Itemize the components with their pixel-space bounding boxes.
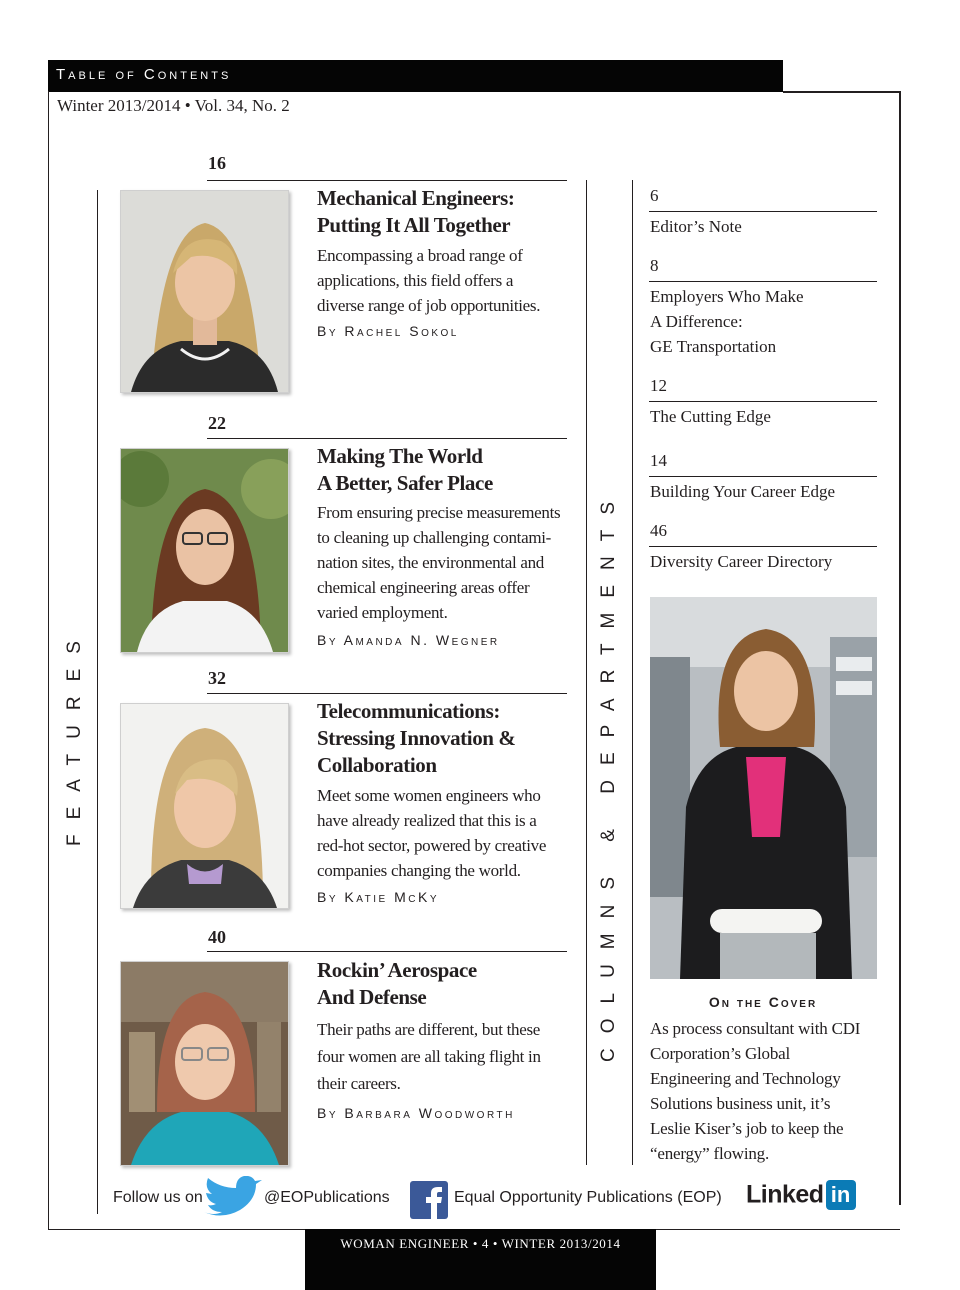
feature-photo (120, 190, 289, 393)
linkedin-icon[interactable] (746, 1180, 856, 1212)
feature-page-number[interactable]: 40 (208, 927, 226, 947)
feature-photo (120, 448, 289, 653)
department-page-number[interactable]: 12 (650, 376, 667, 395)
linkedin-wordmark: Linked (746, 1180, 824, 1209)
facebook-page-link[interactable]: Equal Opportunity Publications (EOP) (454, 1189, 722, 1206)
feature-title[interactable]: Mechanical Engineers: Putting It All Together (317, 186, 515, 237)
department-page-number[interactable]: 46 (650, 521, 667, 540)
linkedin-badge: in (826, 1180, 856, 1210)
department-rule (649, 211, 877, 212)
department-title[interactable]: Employers Who Make A Difference: GE Transportation (650, 287, 804, 356)
department-title[interactable]: Building Your Career Edge (650, 482, 836, 501)
facebook-icon[interactable] (410, 1181, 448, 1219)
feature-page-number[interactable]: 22 (208, 413, 226, 433)
department-rule (649, 476, 877, 477)
feature-byline: By Katie McKy (317, 889, 440, 905)
feature-page-number[interactable]: 32 (208, 668, 226, 688)
feature-title[interactable]: Making The World A Better, Safer Place (317, 444, 493, 495)
feature-rule (207, 951, 567, 952)
issue-info: Winter 2013/2014 • Vol. 34, No. 2 (57, 96, 290, 115)
features-divider (97, 190, 98, 1214)
feature-byline: By Barbara Woodworth (317, 1105, 515, 1121)
feature-photo (120, 961, 289, 1166)
feature-description: Meet some women engineers who have already realized that this is a red-hot sector, powered by creative companies changing the world. (317, 786, 547, 880)
columns-departments-label: COLUMNS & DEPARTMENTS (598, 486, 619, 1062)
department-page-number[interactable]: 14 (650, 451, 667, 470)
department-page-number[interactable]: 6 (650, 186, 659, 205)
department-rule (649, 546, 877, 547)
feature-description: From ensuring precise measurements to cleaning up challenging contami- nation sites, the environmental and chemical engineering areas offer varied employment. (317, 503, 561, 622)
department-title[interactable]: Editor’s Note (650, 217, 742, 236)
frame-line-top (783, 91, 900, 93)
department-rule (649, 281, 877, 282)
frame-line-right (899, 91, 901, 1205)
frame-line-bottom (48, 1229, 306, 1230)
feature-description: Encompassing a broad range of applications, this field offers a diverse range of job opportunities. (317, 246, 541, 315)
feature-description: Their paths are different, but these four women are all taking flight in their careers. (317, 1020, 541, 1093)
twitter-handle-link[interactable]: @EOPublications (264, 1189, 390, 1206)
cover-label: On the Cover (708, 994, 818, 1010)
feature-byline: By Rachel Sokol (317, 323, 459, 339)
cover-photo (650, 597, 877, 979)
features-label: FEATURES (64, 626, 85, 846)
feature-page-number[interactable]: 16 (208, 153, 226, 173)
frame-line-bottom-right (655, 1229, 900, 1230)
footer-folio: WOMAN ENGINEER • 4 • WINTER 2013/2014 (340, 1236, 621, 1251)
columns-divider-left (586, 180, 587, 1165)
department-title[interactable]: The Cutting Edge (650, 407, 771, 426)
feature-rule (207, 180, 567, 181)
follow-us-text: Follow us on (113, 1189, 203, 1206)
twitter-bird-icon[interactable] (200, 1176, 262, 1222)
section-title: Table of Contents (56, 66, 232, 83)
feature-title[interactable]: Rockin’ Aerospace And Defense (317, 958, 477, 1009)
columns-divider-right (632, 180, 633, 1165)
department-rule (649, 401, 877, 402)
cover-caption: As process consultant with CDI Corporation’s Global Engineering and Technology Solutions business unit, it’s Leslie Kiser’s job to keep the “energy” flowing. (650, 1019, 861, 1163)
frame-line-left (48, 91, 49, 1230)
feature-title[interactable]: Telecommunications: Stressing Innovation & Collaboration (317, 699, 516, 777)
department-title[interactable]: Diversity Career Directory (650, 552, 833, 571)
feature-byline: By Amanda N. Wegner (317, 632, 500, 648)
feature-photo (120, 703, 289, 909)
feature-rule (207, 693, 567, 694)
feature-rule (207, 438, 567, 439)
department-page-number[interactable]: 8 (650, 256, 659, 275)
